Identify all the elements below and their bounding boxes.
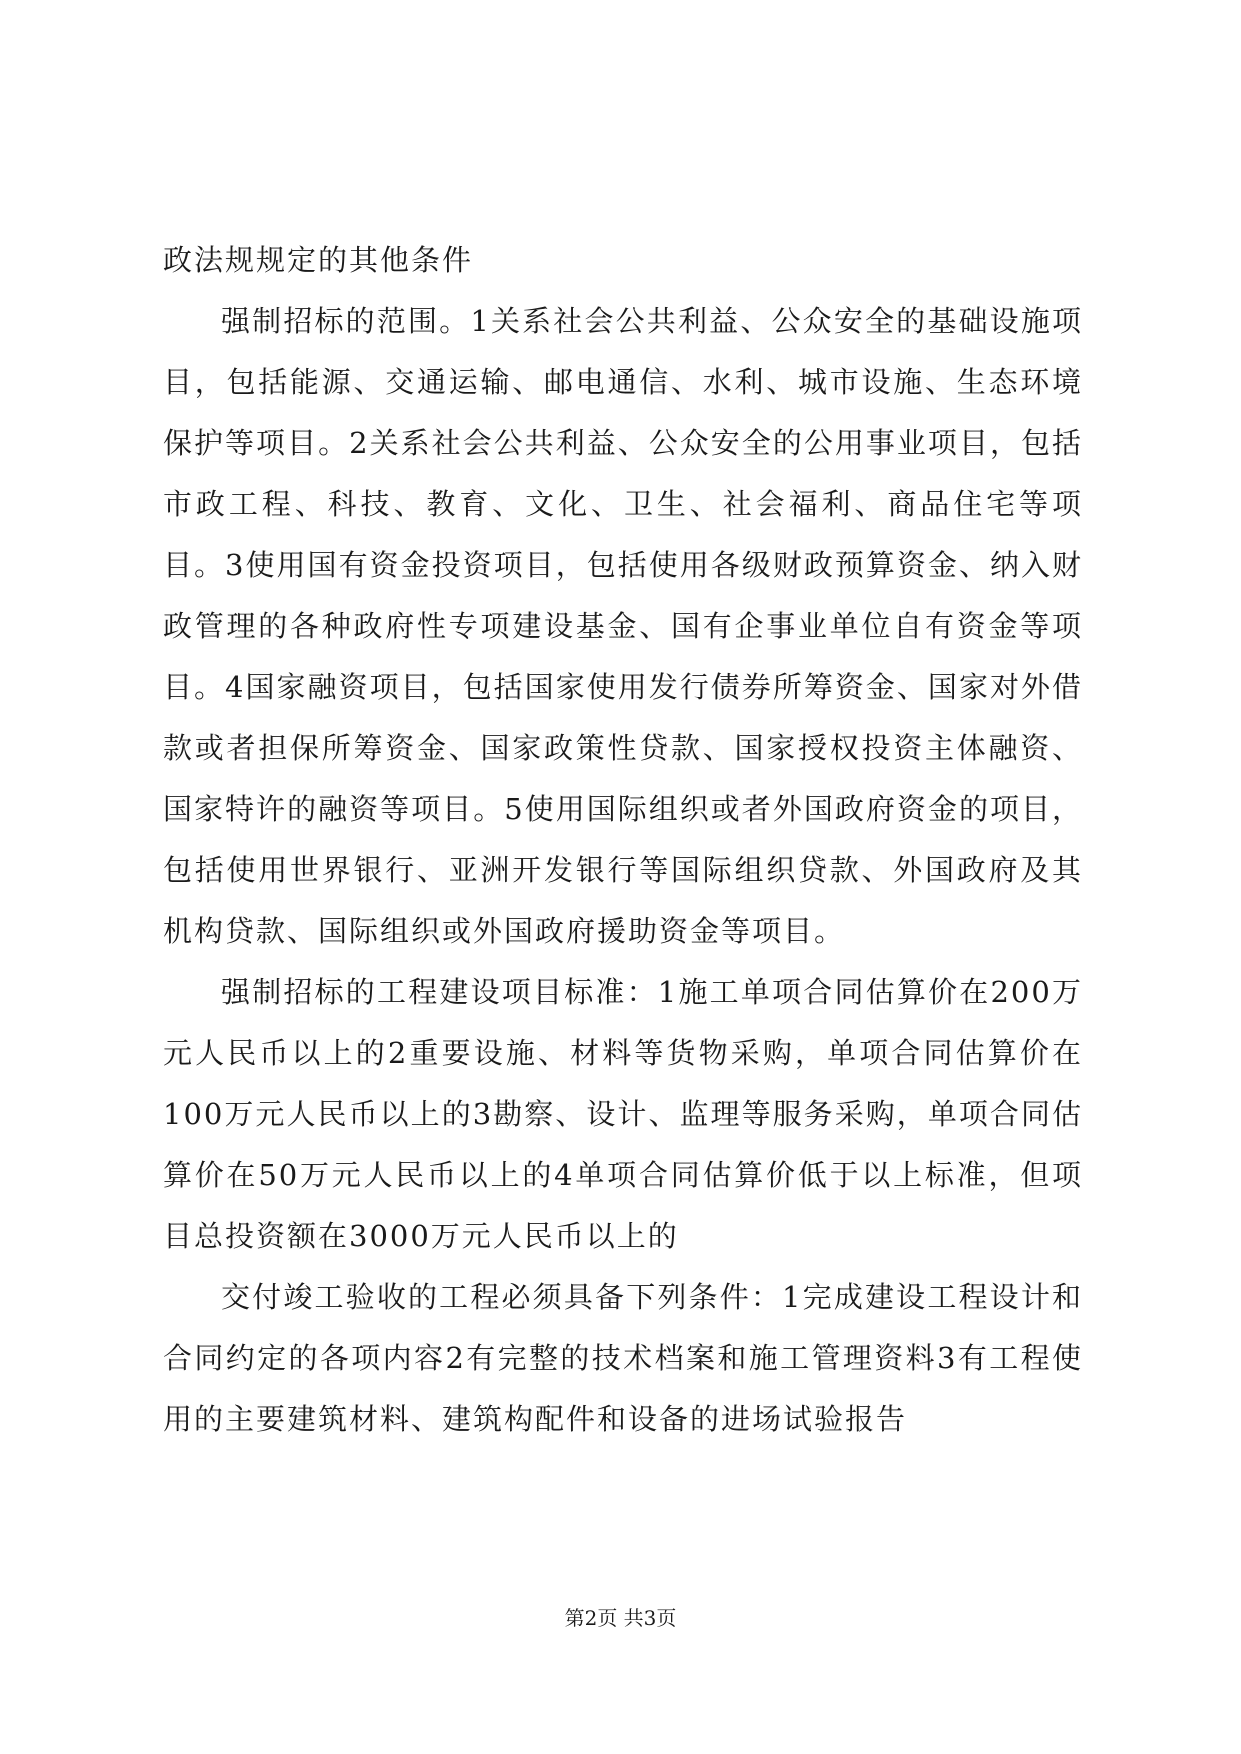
page-number-footer: 第2页 共3页: [564, 1606, 677, 1630]
paragraph-continuation: 政法规规定的其他条件: [163, 243, 474, 277]
paragraph-bidding-standards: 强制招标的工程建设项目标准：1施工单项合同估算价在200万元人民币以上的2重要设施、材料等货物采购，单项合同估算价在100万元人民币以上的3勘察、设计、监理等服务采购，单项合同估算价在50万元人民币以上的4单项合同估算价低于以上标准，但项目总投资额在3000万元人民币以上的: [163, 975, 1083, 1253]
paragraph-bidding-scope: 强制招标的范围。1关系社会公共利益、公众安全的基础设施项目，包括能源、交通运输、邮电通信、水利、城市设施、生态环境保护等项目。2关系社会公共利益、公众安全的公用事业项目，包括市政工程、科技、教育、文化、卫生、社会福利、商品住宅等项目。3使用国有资金投资项目，包括使用各级财政预算资金、纳入财政管理的各种政府性专项建设基金、国有企事业单位自有资金等项目。4国家融资项目，包括国家使用发行债券所筹资金、国家对外借款或者担保所筹资金、国家政策性贷款、国家授权投资主体融资、国家特许的融资等项目。5使用国际组织或者外国政府资金的项目，包括使用世界银行、亚洲开发银行等国际组织贷款、外国政府及其机构贷款、国际组织或外国政府援助资金等项目。: [163, 304, 1083, 948]
paragraph-acceptance-conditions: 交付竣工验收的工程必须具备下列条件：1完成建设工程设计和合同约定的各项内容2有完整的技术档案和施工管理资料3有工程使用的主要建筑材料、建筑构配件和设备的进场试验报告: [163, 1280, 1083, 1436]
document-body: [163, 230, 1083, 1450]
